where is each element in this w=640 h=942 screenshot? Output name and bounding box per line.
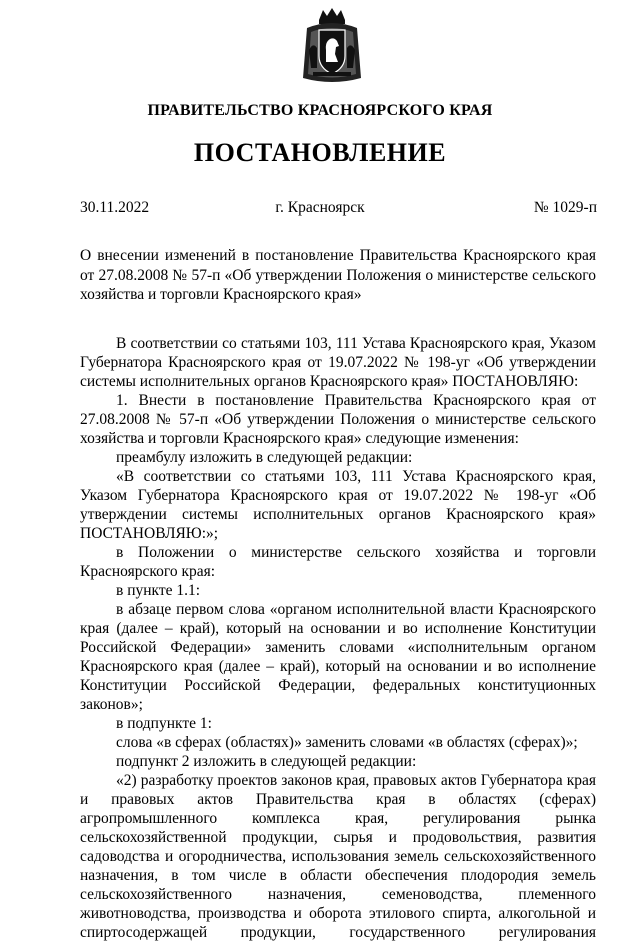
paragraph: в подпункте 1:	[116, 715, 212, 732]
government-title: ПРАВИТЕЛЬСТВО КРАСНОЯРСКОГО КРАЯ	[147, 102, 493, 119]
document-number: № 1029-п	[533, 199, 597, 216]
paragraph: в абзаце первом слова «органом исполнительной власти Красноярского края (далее – край), который на основании и во исполнение Конституции Российской Федерации» заменить словами «исполнительным органом Красноярского края (далее – край), который на основании и во исполнение Конституции Российской Федерации, федеральных конституционных законов»;	[80, 601, 596, 713]
document-subject: О внесении изменений в постановление Правительства Красноярского края от 27.08.2008 № 57-п «Об утверждении Положения о министерстве сельского хозяйства и торговли Красноярского края»	[80, 247, 596, 303]
paragraph: «В соответствии со статьями 103, 111 Устава Красноярского края, Указом Губернатора Красноярского края от 19.07.2022 № 198-уг «Об утверждении системы исполнительных органов Красноярского края» ПОСТАНОВЛЯЮ:»;	[80, 468, 596, 542]
document-type-heading: ПОСТАНОВЛЕНИЕ	[193, 138, 447, 167]
document-body	[80, 334, 596, 942]
paragraph: 1. Внести в постановление Правительства Красноярского края от 27.08.2008 № 57-п «Об утверждении Положения о министерстве сельского хозяйства и торговли Красноярского края» следующие изменения:	[80, 392, 596, 447]
paragraph: в Положении о министерстве сельского хозяйства и торговли Красноярского края:	[80, 544, 596, 580]
paragraph: преамбулу изложить в следующей редакции:	[116, 449, 413, 466]
paragraph: подпункт 2 изложить в следующей редакции:	[116, 753, 417, 770]
paragraph: слова «в сферах (областях)» заменить словами «в областях (сферах)»;	[116, 734, 578, 751]
document-city: г. Красноярск	[275, 199, 365, 216]
paragraph: «2) разработку проектов законов края, правовых актов Губернатора края и правовых актов Правительства края в областях (сферах) агропромышленного комплекса края, регулирования рынка сельскохозяйственной продукции, сырья и продовольствия, развития садоводства и огородничества, использования земель сельскохозяйственного назначения, в том числе в области обеспечения плодородия земель сельскохозяйственного назначения, семеноводства, племенного животноводства, производства и оборота этилового спирта, алкогольной и спиртосодержащей продукции, государственного регулирования	[80, 772, 596, 941]
document-date: 30.11.2022	[80, 199, 150, 216]
coat-of-arms-icon	[299, 6, 365, 88]
paragraph: в пункте 1.1:	[116, 582, 201, 599]
paragraph: В соответствии со статьями 103, 111 Устава Красноярского края, Указом Губернатора Красноярского края от 19.07.2022 № 198-уг «Об утверждении системы исполнительных органов Красноярского края» ПОСТАНОВЛЯЮ:	[80, 335, 596, 390]
